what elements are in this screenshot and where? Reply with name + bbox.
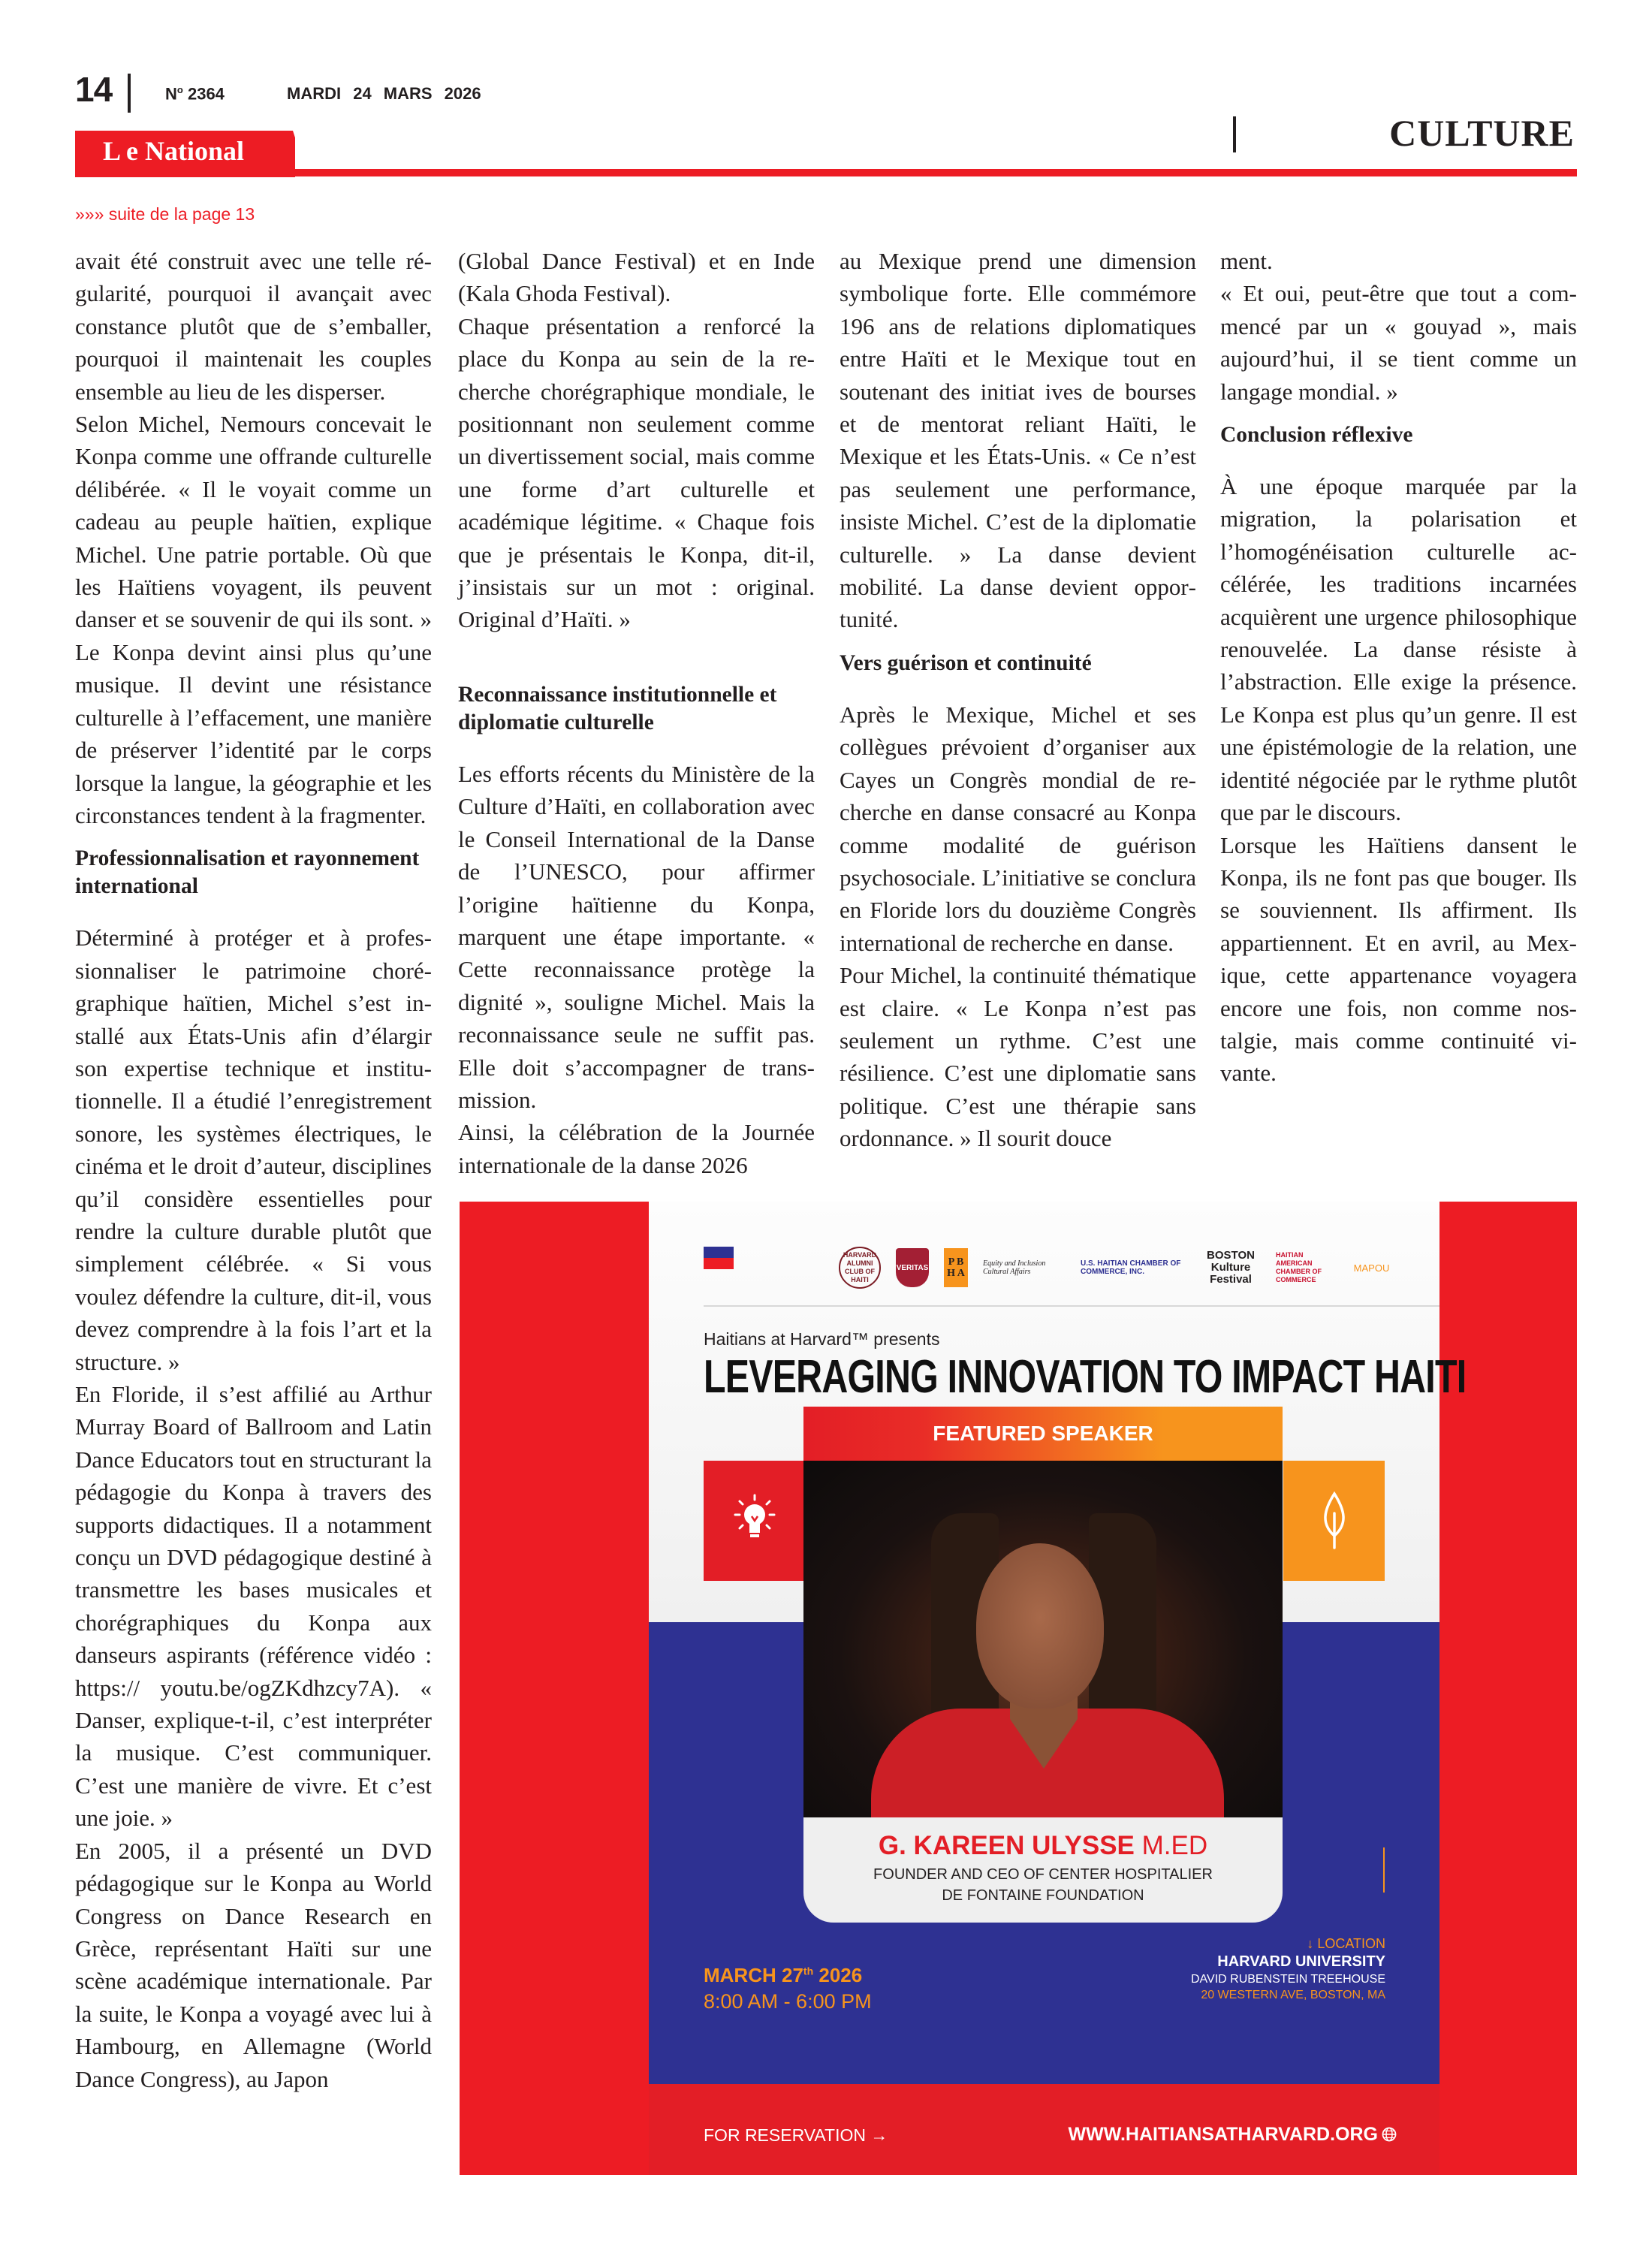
- subheading: Reconnaissance institutionnelle et diplomatie culturelle: [458, 682, 777, 734]
- haiti-flag-icon: [704, 1247, 734, 1269]
- subheading: Conclusion réflexive: [1220, 423, 1413, 448]
- location-label: ↓ LOCATION: [1307, 1936, 1385, 1951]
- paragraph: Pour Michel, la continuité thématique est claire. « Le Konpa n’est pas seulement un rythme. C’est une résilience. C’est une diplomatie sans politique. C’est une thérapie sans ordonnance. » Il sourit douce: [840, 962, 1196, 1152]
- location-name: HARVARD UNIVERSITY: [1217, 1953, 1385, 1970]
- poster-left-band: [460, 1202, 649, 2175]
- paragraph: au Mexique prend une dimension symbolique forte. Elle commémore 196 ans de relations diplomatiques entre Haïti et le Mexique tout en soutenant des initiat ives de bourses et de mentorat reliant Haïti, le Mexique et les États-Unis. « Ce n’est pas seulement une performance, insiste Michel. C’est de la diplomatie culturelle. » La danse devient mobilité. La danse devient opportunité.: [840, 248, 1196, 633]
- issue-value: 2364: [187, 84, 225, 104]
- poster-headline: LEVERAGING INNOVATION TO IMPACT HAITI: [704, 1351, 1467, 1403]
- website-link[interactable]: WWW.HAITIANSATHARVARD.ORG: [1068, 2124, 1378, 2145]
- paragraph: En 2005, il a présenté un DVD pédagogique sur le Konpa au World Congress on Dance Research en Grèce, représentant Haïti sur une scène académique internationale. Par la suite, le Konpa a voyagé avec lui à Hambourg, en Allemagne (World Dance Congress), au Japon: [75, 1837, 432, 2092]
- paragraph: Selon Michel, Nemours concevait le Konpa comme une offrande culturelle délibérée. « Il le voyait comme un cadeau au peuple haïtien, explique Michel. Une patrie portable. Où que les Haïtiens voyagent, ils peuvent danser et se souvenir de qui ils sont. » Le Konpa devint ainsi plus qu’une musique. Il devint une résistance culturelle à l’effacement, une manière de préserver l’identité par le corps lorsque la langue, la géographie et les circonstances tendent à la fragmenter.: [75, 411, 432, 828]
- paragraph: (Global Dance Festival) et en Inde (Kala Ghoda Festival).: [458, 248, 815, 307]
- event-date: [704, 1964, 862, 1987]
- issue-number: [165, 84, 225, 104]
- leaf-icon: [1283, 1461, 1385, 1581]
- speaker-name-text: G. KAREEN ULYSSE: [878, 1831, 1135, 1860]
- speaker-degree: M.ED: [1141, 1831, 1208, 1860]
- paragraph: « Et oui, peut-être que tout a commencé par un « gouyad », mais aujourd’hui, il se tient comme un langage mondial. »: [1220, 280, 1577, 405]
- event-poster: [460, 1202, 1577, 2175]
- paragraph: ment.: [1220, 248, 1273, 274]
- continued-from-link[interactable]: »»» suite de la page 13: [75, 204, 255, 224]
- haitian-american-chamber-logo-icon: HAITIAN AMERICAN CHAMBER OF COMMERCE: [1276, 1251, 1322, 1283]
- harvard-shield-icon: VERITAS: [896, 1248, 929, 1287]
- reservation-link[interactable]: FOR RESERVATION →: [704, 2125, 888, 2145]
- speaker-name-card: [803, 1817, 1283, 1923]
- paragraph: Chaque présentation a renforcé la place du Konpa au sein de la recherche chorégraphique mondiale, le positionnant non seulement comme un divertissement social, mais comme une forme d’art culturelle et académique légitime. « Chaque fois que je présentais le Konpa, dit-il, j’insistais sur un mot : original. Original d’Haïti. »: [458, 312, 815, 633]
- event-date-day: MARCH 27: [704, 1964, 803, 1986]
- event-date-year: 2026: [818, 1964, 863, 1986]
- boston-kulture-logo-icon: BOSTON Kulture Festival: [1207, 1249, 1255, 1286]
- equity-inclusion-logo-icon: Equity and Inclusion Cultural Affairs: [983, 1259, 1046, 1276]
- paragraph: avait été construit avec une telle régularité, pourquoi il avançait avec constance plutôt que de s’emballer, pourquoi il maintenait les couples ensemble au lieu de les disperser.: [75, 248, 432, 405]
- poster-divider: [704, 1305, 1439, 1307]
- speaker-role: DE FONTAINE FOUNDATION: [942, 1887, 1144, 1904]
- poster-presenter: Haitians at Harvard™ presents: [704, 1329, 940, 1349]
- paragraph: Déterminé à protéger et à professionnaliser le patrimoine chorégraphique haïtien, Michel s’est installé aux États-Unis afin d’élargir son expertise technique et institutionnelle. Il a étudié l’enregistrement sonore, les systèmes électriques, le cinéma et le droit d’auteur, disciplines qu’il considère essentielles pour rendre la culture durable plutôt que simplement célébrée. « Si vous voulez défendre la culture, dit-il, vous devez comprendre à la fois l’art et la structure. »: [75, 924, 432, 1375]
- location-place: DAVID RUBENSTEIN TREEHOUSE: [1190, 1973, 1385, 1986]
- article-column-3: [840, 245, 1196, 1155]
- location-accent-line: [1383, 1847, 1385, 1893]
- paragraph: À une époque marquée par la migration, la polarisation et l’homogénéisation culturelle accélérée, les traditions incarnées acquièrent une urgence philosophique renouvelée. La danse résiste à l’abstraction. Elle exige la présence. Le Konpa est plus qu’un genre. Il est une épistémologie de la relation, une identité négociée par le rythme plutôt que par le discours.: [1220, 473, 1577, 826]
- us-haitian-chamber-logo-icon: U.S. HAITIAN CHAMBER OF COMMERCE, INC.: [1081, 1259, 1181, 1276]
- location-address: 20 WESTERN AVE, BOSTON, MA: [1201, 1989, 1385, 2001]
- event-time: 8:00 AM - 6:00 PM: [704, 1990, 872, 2013]
- paragraph: Ainsi, la célébration de la Journée internationale de la danse 2026: [458, 1119, 815, 1178]
- issue-sup: o: [176, 84, 183, 95]
- article-column-2: [458, 245, 815, 1181]
- speaker-role: FOUNDER AND CEO OF CENTER HOSPITALIER: [873, 1866, 1213, 1883]
- paragraph: Les efforts récents du Ministère de la Culture d’Haïti, en collaboration avec le Conseil International de la Danse de l’UNESCO, pour affirmer l’origine haïtienne du Konpa, marquent une étape importante. « Cette reconnaissance protège la dignité », souligne Michel. Mais la reconnaissance seule ne suffit pas. Elle doit s’accompagner de transmission.: [458, 760, 815, 1113]
- event-date-sup: th: [803, 1965, 814, 1977]
- subheading: Vers guérison et continuité: [840, 650, 1092, 675]
- header-divider: [128, 74, 131, 113]
- article-column-1: [75, 245, 432, 2095]
- page-number: 14: [75, 70, 113, 109]
- subheading: Professionnalisation et rayonnement international: [75, 846, 420, 899]
- header-rule: [75, 169, 1577, 176]
- featured-speaker-banner: FEATURED SPEAKER: [803, 1407, 1283, 1461]
- poster-right-band: [1439, 1202, 1577, 2175]
- pbha-logo-icon: P B H A: [944, 1248, 968, 1287]
- paragraph: Après le Mexique, Michel et ses collègues prévoient d’organiser aux Cayes un Congrès mondial de recherche en danse consacré au Konpa comme modalité de guérison psychosociale. L’initiative se conclura en Floride lors du douzième Congrès international de recherche en danse.: [840, 701, 1196, 956]
- issue-prefix: N: [165, 84, 177, 104]
- harvard-alumni-seal-icon: HARVARD ALUMNI CLUB OF HAITI: [839, 1247, 881, 1289]
- section-title: CULTURE: [1389, 112, 1575, 154]
- speaker-name: [803, 1831, 1283, 1861]
- event-location: [1191, 1936, 1385, 2002]
- sponsor-logos: [839, 1245, 1439, 1290]
- article-column-4: [1220, 245, 1577, 1090]
- speaker-photo: [803, 1461, 1283, 1817]
- newspaper-logo: L e National: [103, 136, 245, 166]
- paragraph: En Floride, il s’est affilié au Arthur Murray Board of Ballroom and Latin Dance Educators tout en structurant la pédagogie du Konpa à travers des supports didactiques. Il a notamment conçu un DVD pédagogique destiné à transmettre les bases musicales et chorégraphiques du Konpa aux danseurs aspirants (référence vidéo : https:// youtu.be/ogZKdhzcy7A). « Danser, explique-t-il, c’est interpréter la musique. C’est communiquer. C’est une manière de vivre. Et c’est une joie. »: [75, 1381, 432, 1832]
- issue-date: MARDI 24 MARS 2026: [287, 84, 481, 103]
- mapou-logo-icon: MAPOU: [1353, 1262, 1390, 1274]
- lightbulb-icon: [704, 1461, 805, 1581]
- section-divider: [1233, 116, 1236, 152]
- globe-icon: [1382, 2127, 1397, 2142]
- paragraph: Lorsque les Haïtiens dansent le Konpa, ils ne font pas que bouger. Ils se souviennent. Ils affirment. Ils appartiennent. Et en avril, au Mexique, cette appartenance voyagera encore une fois, non comme nostalgie, mais comme continuité vivante.: [1220, 831, 1577, 1087]
